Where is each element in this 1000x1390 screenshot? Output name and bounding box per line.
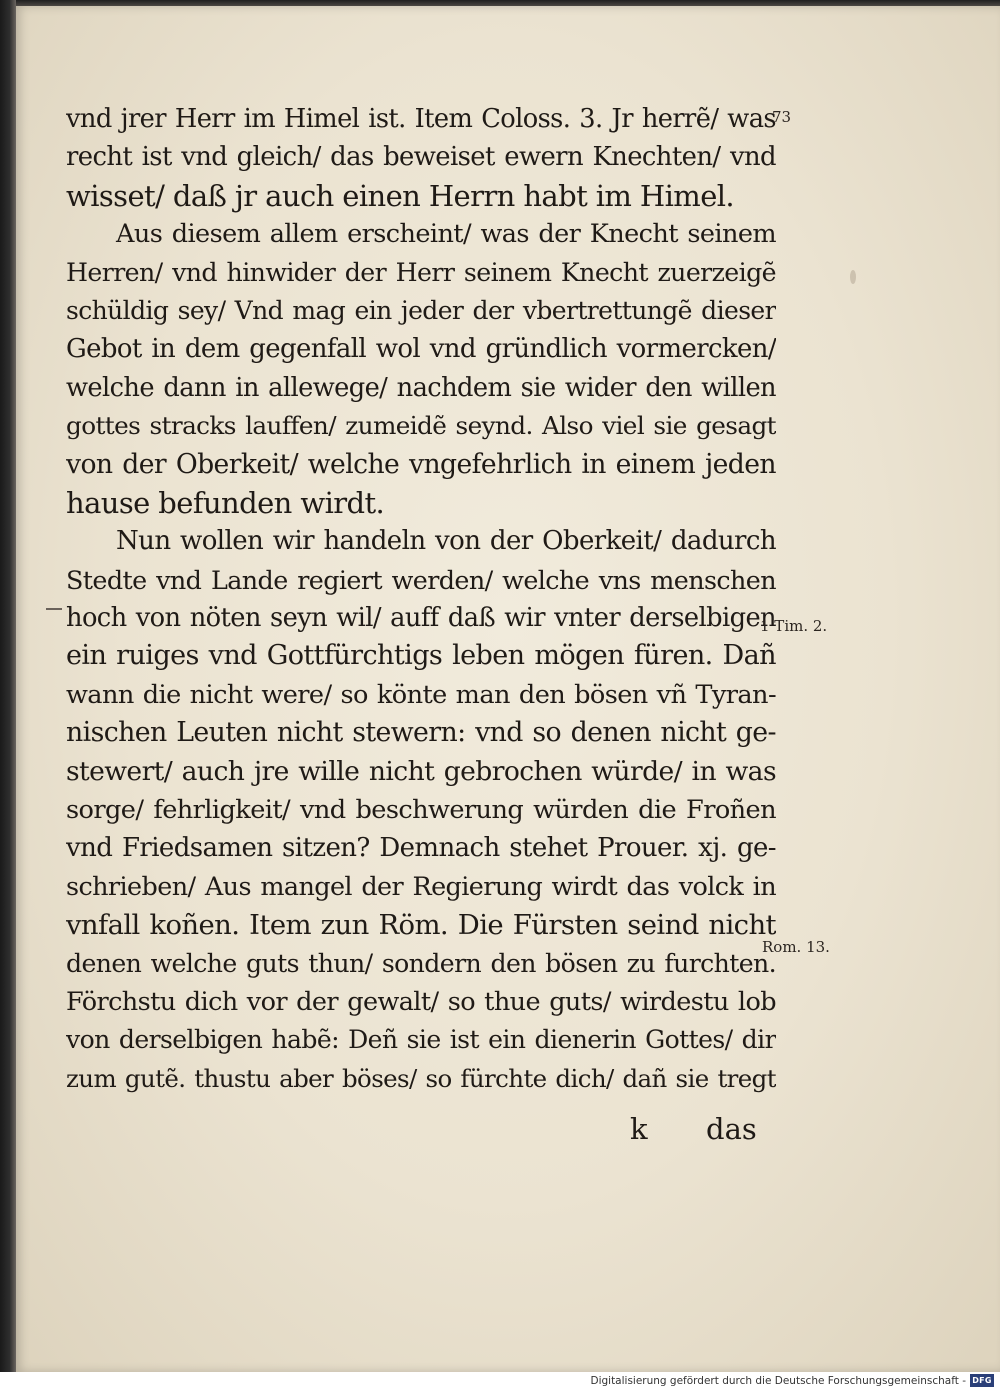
text-line: recht ist vnd gleich/ das beweiset ewern Knechten/ vnd xyxy=(66,142,776,173)
text-line: Gebot in dem gegenfall wol vnd gründlich vormercken/ xyxy=(66,334,776,365)
text-line: von der Oberkeit/ welche vngefehrlich in einem jeden xyxy=(66,448,776,480)
text-line: vnfall koñen. Item zun Röm. Die Fürsten seind nicht xyxy=(66,909,776,942)
catchword: das xyxy=(706,1112,757,1146)
text-line: nischen Leuten nicht stewern: vnd so denen nicht ge- xyxy=(66,717,776,749)
scan-border-left xyxy=(0,0,16,1372)
dfg-logo: DFG xyxy=(970,1374,994,1387)
text-line: Nun wollen wir handeln von der Oberkeit/ dadurch xyxy=(116,526,776,557)
text-line: hause befunden wirdt. xyxy=(66,485,385,520)
text-line: hoch von nöten seyn wil/ auff daß wir vnter derselbigen xyxy=(66,603,776,634)
footer-credit: Digitalisierung gefördert durch die Deutsche Forschungsgemeinschaft - xyxy=(590,1375,966,1387)
text-line: denen welche guts thun/ sondern den bösen zu furchten. xyxy=(66,948,776,978)
margin-tick-mark xyxy=(46,608,62,610)
text-line: von derselbigen habẽ: Deñ sie ist ein dienerin Gottes/ dir xyxy=(66,1025,776,1055)
text-line: wisset/ daß jr auch einen Herrn habt im Himel. xyxy=(66,178,735,213)
text-line: welche dann in allewege/ nachdem sie wider den willen xyxy=(66,372,776,403)
signature-mark: k xyxy=(630,1112,648,1146)
text-line: wann die nicht were/ so könte man den bösen vñ Tyran- xyxy=(66,679,776,710)
marginal-note-rom: Rom. 13. xyxy=(762,938,830,956)
text-line: Aus diesem allem erscheint/ was der Knecht seinem xyxy=(116,219,776,250)
text-line: vnd jrer Herr im Himel ist. Item Coloss. 3. Jr herrẽ/ was xyxy=(66,104,776,134)
text-line: schrieben/ Aus mangel der Regierung wirdt das volck in xyxy=(66,871,776,902)
text-line: stewert/ auch jre wille nicht gebrochen würde/ in was xyxy=(66,755,776,787)
paper-stain xyxy=(850,270,856,284)
text-line: Stedte vnd Lande regiert werden/ welche vns menschen xyxy=(66,564,776,595)
text-line: gottes stracks lauffen/ zumeidẽ seynd. Also viel sie gesagt xyxy=(66,411,776,441)
text-line: ein ruiges vnd Gottfürchtigs leben mögen füren. Dañ xyxy=(66,640,776,672)
text-line: vnd Friedsamen sitzen? Demnach stehet Prouer. xj. ge- xyxy=(66,833,776,864)
marginal-note-tim: 1 Tim. 2. xyxy=(760,617,828,635)
text-line: Förchstu dich vor der gewalt/ so thue guts/ wirdestu lob xyxy=(66,986,776,1017)
text-line: sorge/ fehrligkeit/ vnd beschwerung würden die Froñen xyxy=(66,795,776,826)
page-number: 73 xyxy=(772,108,792,126)
body-text xyxy=(66,100,776,1098)
text-line: zum gutẽ. thustu aber böses/ so fürchte dich/ dañ sie tregt xyxy=(66,1063,776,1093)
text-line: Herren/ vnd hinwider der Herr seinem Knecht zuerzeigẽ xyxy=(66,257,776,287)
text-line: schüldig sey/ Vnd mag ein jeder der vbertrettungẽ dieser xyxy=(66,295,776,325)
page-footer-marks xyxy=(630,1112,760,1150)
